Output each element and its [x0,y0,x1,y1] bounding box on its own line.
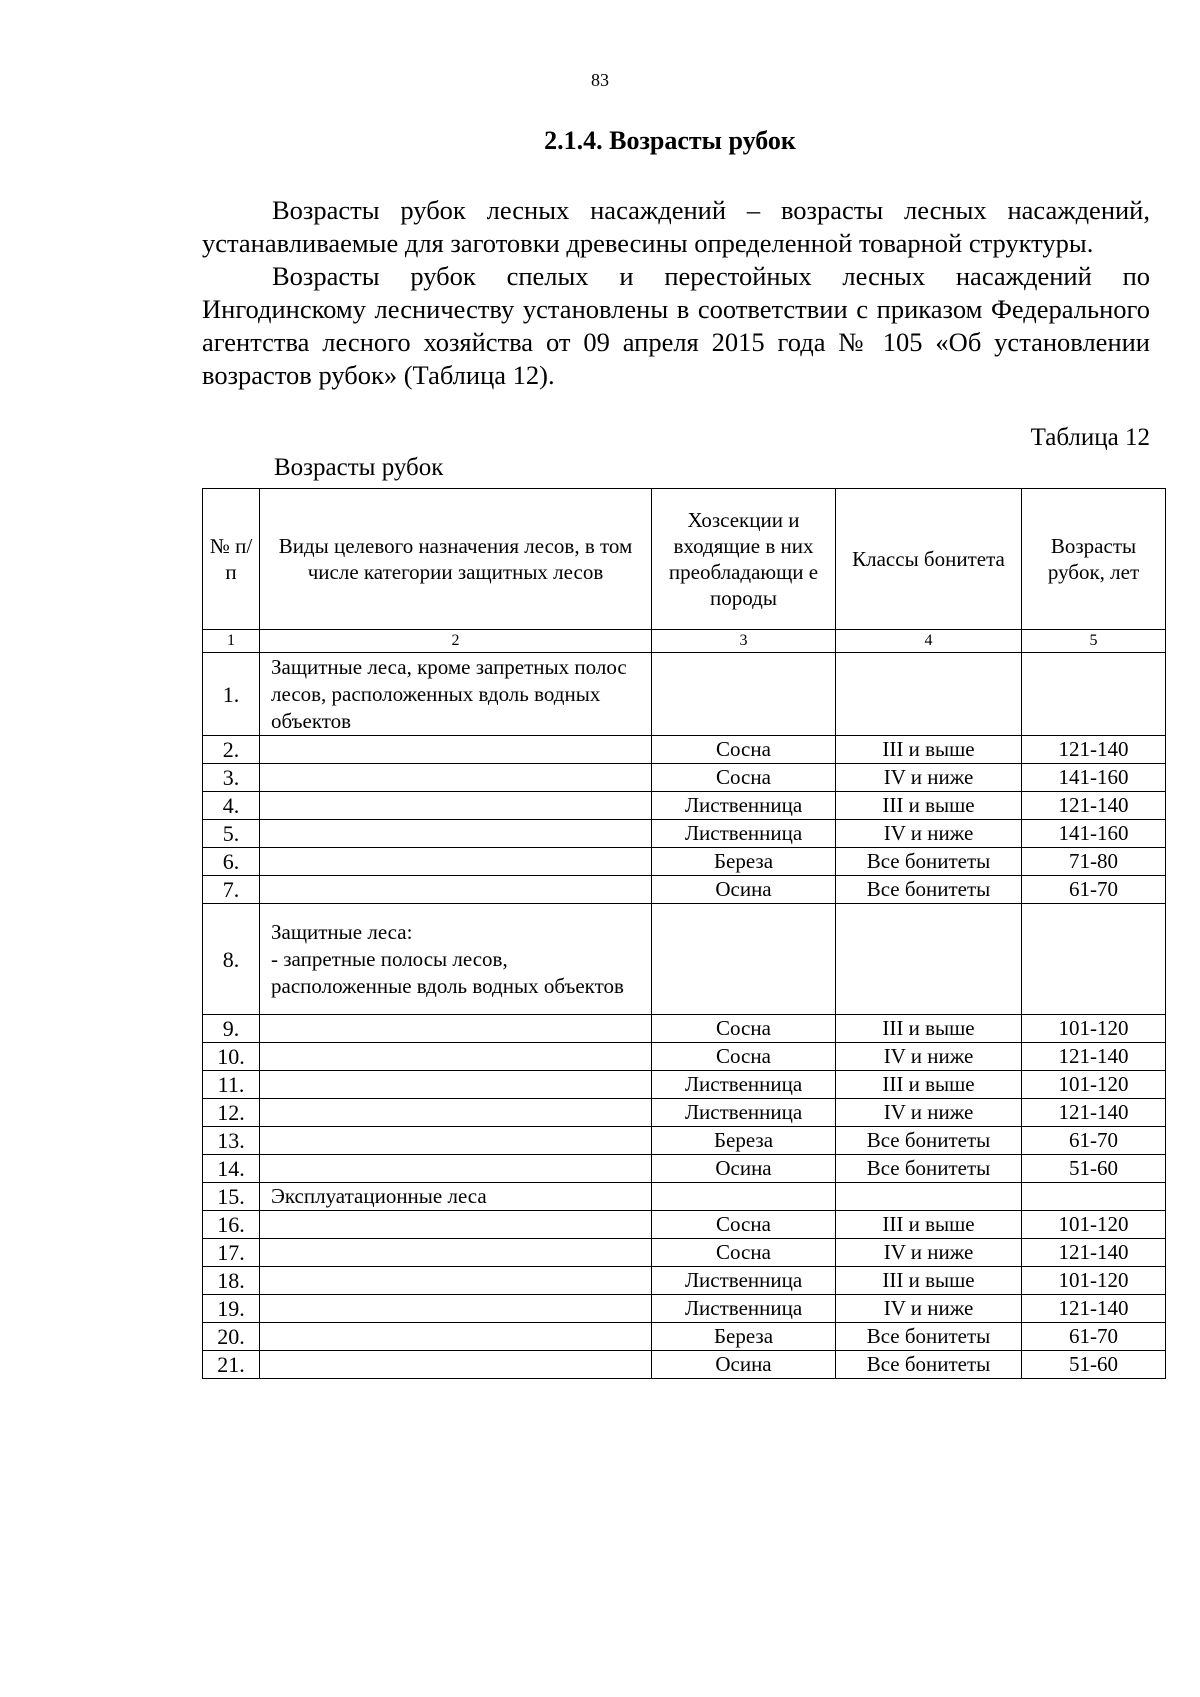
table-label: Таблица 12 [1030,424,1150,451]
table-row [203,1099,1166,1127]
row-number: 19. [203,1295,260,1323]
row-site-class: III и выше [836,1211,1022,1239]
row-cutting-age: 121-140 [1022,1043,1166,1071]
row-forest-purpose [260,1295,652,1323]
row-forest-purpose [260,1043,652,1071]
row-species: Осина [652,876,836,904]
body-text [202,194,1150,392]
table-row [203,1043,1166,1071]
row-site-class [836,653,1022,736]
row-number: 20. [203,1323,260,1351]
row-cutting-age: 51-60 [1022,1155,1166,1183]
header-number: № п/п [203,489,260,630]
table-row [203,1211,1166,1239]
row-number: 14. [203,1155,260,1183]
row-number: 10. [203,1043,260,1071]
row-site-class: Все бонитеты [836,848,1022,876]
row-number: 11. [203,1071,260,1099]
row-species [652,653,836,736]
page-number: 83 [591,70,609,90]
row-species: Береза [652,1127,836,1155]
row-species [652,904,836,1015]
row-site-class [836,1183,1022,1211]
row-site-class: IV и ниже [836,820,1022,848]
row-species: Лиственница [652,792,836,820]
row-forest-purpose: Эксплуатационные леса [260,1183,652,1211]
row-site-class: III и выше [836,1015,1022,1043]
table-row [203,848,1166,876]
row-forest-purpose [260,1211,652,1239]
row-forest-purpose [260,1239,652,1267]
row-forest-purpose [260,876,652,904]
row-forest-purpose [260,848,652,876]
row-cutting-age: 101-120 [1022,1267,1166,1295]
row-cutting-age: 121-140 [1022,792,1166,820]
row-forest-purpose [260,1351,652,1379]
header-species: Хозсекции и входящие в них преобладающи е породы [652,489,836,630]
row-site-class: Все бонитеты [836,1127,1022,1155]
table-caption: Возрасты рубок [274,454,444,481]
table-row [203,1071,1166,1099]
row-forest-purpose [260,1155,652,1183]
row-number: 21. [203,1351,260,1379]
row-number: 2. [203,736,260,764]
table-row [203,1015,1166,1043]
row-species: Лиственница [652,1295,836,1323]
row-site-class: IV и ниже [836,1043,1022,1071]
row-forest-purpose [260,1071,652,1099]
row-site-class: Все бонитеты [836,876,1022,904]
row-forest-purpose: Защитные леса: - запретные полосы лесов, расположенные вдоль водных объектов [260,904,652,1015]
row-species: Лиственница [652,1071,836,1099]
row-number: 12. [203,1099,260,1127]
row-number: 9. [203,1015,260,1043]
row-cutting-age [1022,1183,1166,1211]
row-cutting-age: 61-70 [1022,876,1166,904]
paragraph: Возрасты рубок лесных насаждений – возрасты лесных насаждений, устанавливаемые для заготовки древесины определенной товарной структуры. [202,195,1150,258]
row-site-class: III и выше [836,792,1022,820]
cutting-ages-table [202,488,1166,1379]
row-cutting-age: 101-120 [1022,1211,1166,1239]
row-number: 18. [203,1267,260,1295]
row-species [652,1183,836,1211]
row-number: 17. [203,1239,260,1267]
row-species: Лиственница [652,820,836,848]
row-cutting-age: 71-80 [1022,848,1166,876]
table-row [203,904,1166,1015]
row-number: 13. [203,1127,260,1155]
table-row [203,820,1166,848]
row-forest-purpose [260,764,652,792]
row-species: Сосна [652,736,836,764]
table-row [203,764,1166,792]
table-row [203,1295,1166,1323]
row-cutting-age: 121-140 [1022,736,1166,764]
table-row [203,1239,1166,1267]
row-forest-purpose [260,820,652,848]
row-site-class: IV и ниже [836,1099,1022,1127]
row-forest-purpose [260,736,652,764]
row-number: 1. [203,653,260,736]
row-cutting-age [1022,653,1166,736]
table-row [203,1183,1166,1211]
header-cutting-age: Возрасты рубок, лет [1022,489,1166,630]
column-number: 5 [1022,630,1166,653]
row-cutting-age: 141-160 [1022,764,1166,792]
column-number: 2 [260,630,652,653]
row-species: Лиственница [652,1267,836,1295]
row-number: 3. [203,764,260,792]
row-number: 6. [203,848,260,876]
row-cutting-age: 51-60 [1022,1351,1166,1379]
row-species: Береза [652,1323,836,1351]
row-forest-purpose [260,1015,652,1043]
row-species: Лиственница [652,1099,836,1127]
row-cutting-age: 101-120 [1022,1015,1166,1043]
table-row [203,1155,1166,1183]
row-site-class: Все бонитеты [836,1323,1022,1351]
row-forest-purpose [260,1267,652,1295]
row-site-class: IV и ниже [836,764,1022,792]
row-site-class: III и выше [836,1267,1022,1295]
row-forest-purpose [260,1323,652,1351]
row-site-class: Все бонитеты [836,1351,1022,1379]
header-site-class: Классы бонитета [836,489,1022,630]
row-species: Сосна [652,1043,836,1071]
row-forest-purpose [260,1127,652,1155]
column-number: 4 [836,630,1022,653]
row-site-class: III и выше [836,736,1022,764]
table-row [203,876,1166,904]
row-species: Сосна [652,1211,836,1239]
row-number: 15. [203,1183,260,1211]
table-row [203,792,1166,820]
table-row [203,1127,1166,1155]
row-cutting-age: 101-120 [1022,1071,1166,1099]
row-number: 7. [203,876,260,904]
row-site-class: IV и ниже [836,1295,1022,1323]
row-species: Сосна [652,1239,836,1267]
row-forest-purpose [260,792,652,820]
row-species: Сосна [652,764,836,792]
table-row [203,1351,1166,1379]
table-row [203,736,1166,764]
row-cutting-age: 121-140 [1022,1099,1166,1127]
row-site-class [836,904,1022,1015]
row-number: 16. [203,1211,260,1239]
row-number: 5. [203,820,260,848]
row-cutting-age: 121-140 [1022,1295,1166,1323]
row-number: 4. [203,792,260,820]
row-species: Осина [652,1155,836,1183]
column-number: 3 [652,630,836,653]
column-number-row [203,630,1166,653]
row-cutting-age: 141-160 [1022,820,1166,848]
paragraph: Возрасты рубок спелых и перестойных лесных насаждений по Ингодинскому лесничеству установлены в соответствии с приказом Федерального агентства лесного хозяйства от 09 апреля 2015 года № 105 «Об установлении возрастов рубок» (Таблица 12). [202,261,1150,390]
row-site-class: IV и ниже [836,1239,1022,1267]
row-cutting-age: 61-70 [1022,1127,1166,1155]
row-cutting-age: 61-70 [1022,1323,1166,1351]
section-title: 2.1.4. Возрасты рубок [544,126,796,155]
table-row [203,1267,1166,1295]
row-site-class: Все бонитеты [836,1155,1022,1183]
table-body [203,653,1166,1379]
row-species: Береза [652,848,836,876]
table-header-row [203,489,1166,630]
column-number: 1 [203,630,260,653]
table-row [203,1323,1166,1351]
row-species: Сосна [652,1015,836,1043]
row-number: 8. [203,904,260,1015]
row-cutting-age [1022,904,1166,1015]
row-site-class: III и выше [836,1071,1022,1099]
row-forest-purpose: Защитные леса, кроме запретных полос лесов, расположенных вдоль водных объектов [260,653,652,736]
row-forest-purpose [260,1099,652,1127]
header-forest-purpose: Виды целевого назначения лесов, в том числе категории защитных лесов [260,489,652,630]
row-cutting-age: 121-140 [1022,1239,1166,1267]
row-species: Осина [652,1351,836,1379]
table-row [203,653,1166,736]
